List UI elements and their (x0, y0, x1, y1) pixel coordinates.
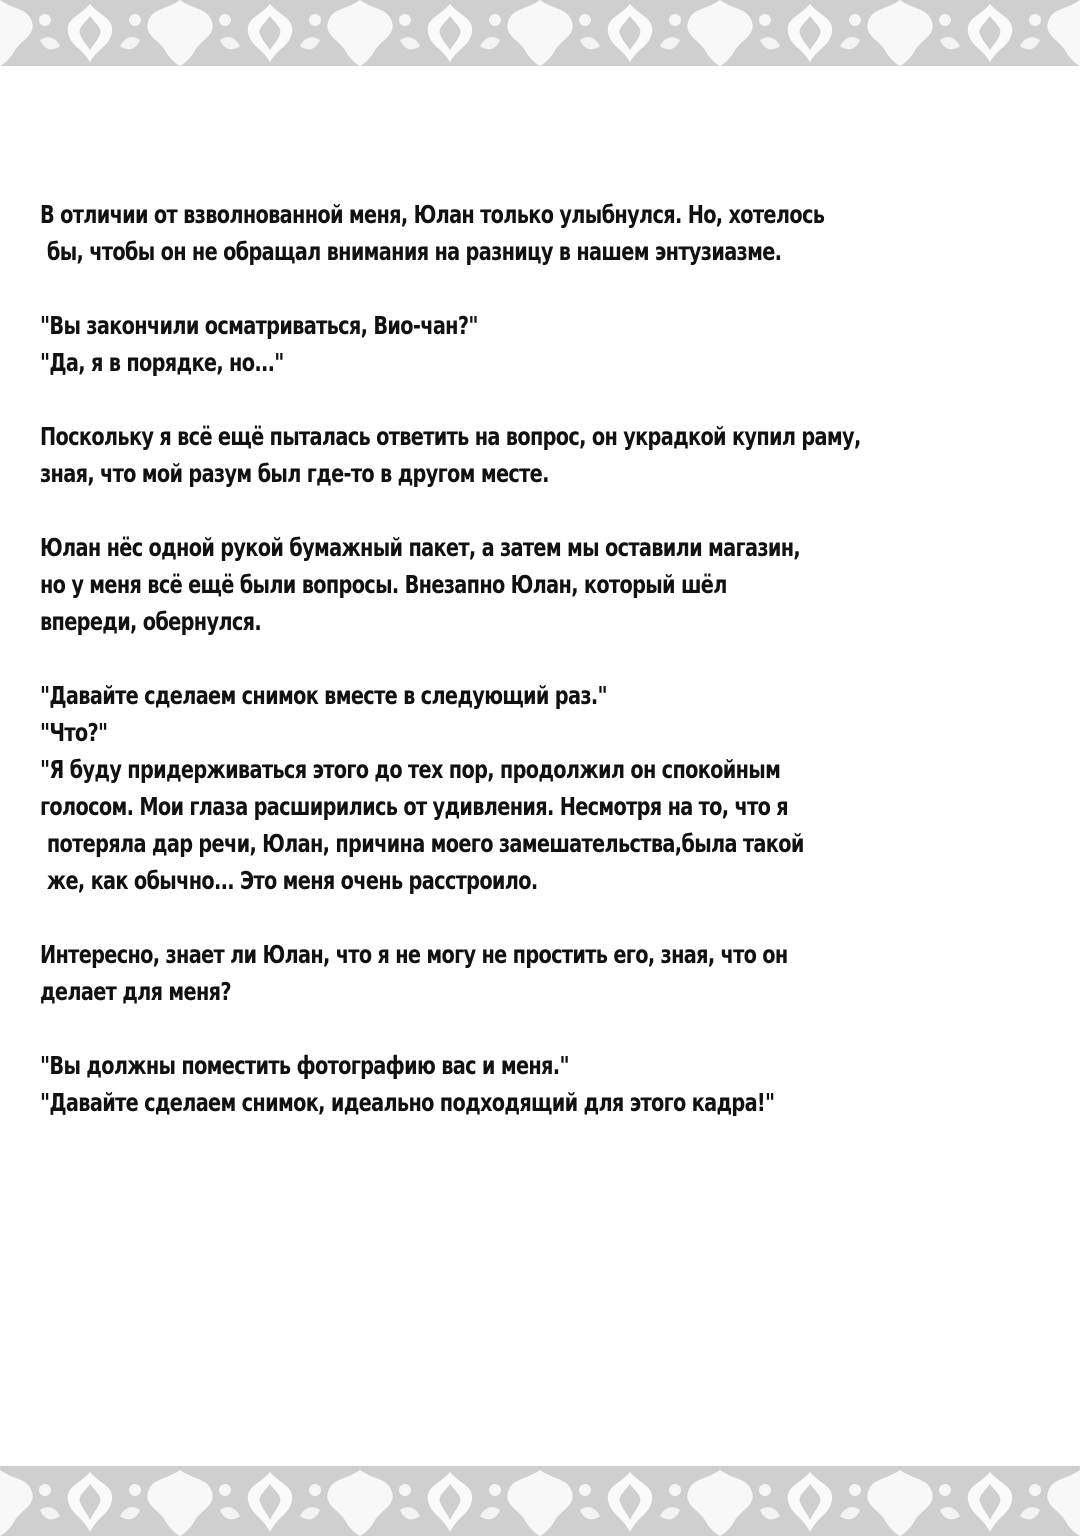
text-line: "Да, я в порядке, но..." (40, 348, 284, 377)
text-line: впереди, обернулся. (40, 607, 262, 636)
text-line: но у меня всё ещё были вопросы. Внезапно Юлан, который шёл (40, 570, 727, 599)
paragraph (40, 1047, 900, 1121)
bottom-damask-border (0, 1466, 1080, 1536)
story-text (40, 196, 900, 1121)
paragraph (40, 307, 900, 381)
text-line: Интересно, знает ли Юлан, что я не могу не простить его, зная, что он (40, 940, 788, 969)
text-line: бы, чтобы он не обращал внимания на разницу в нашем энтузиазме. (46, 237, 782, 266)
text-line: Поскольку я всё ещё пыталась ответить на вопрос, он украдкой купил раму, (40, 422, 861, 451)
text-line: "Давайте сделаем снимок вместе в следующий раз." (40, 681, 607, 710)
text-line: "Давайте сделаем снимок, идеально подходящий для этого кадра!" (40, 1088, 775, 1117)
text-line: "Вы закончили осматриваться, Вио-чан?" (40, 311, 478, 340)
top-damask-border (0, 0, 1080, 66)
damask-ornament-top (0, 0, 1080, 66)
text-line: "Что?" (40, 718, 108, 747)
text-line: зная, что мой разум был где-то в другом месте. (40, 459, 549, 488)
paragraph (40, 677, 900, 899)
text-line: В отличии от взволнованной меня, Юлан только улыбнулся. Но, хотелось (40, 200, 825, 229)
text-line: "Вы должны поместить фотографию вас и меня." (40, 1051, 569, 1080)
text-line: потеряла дар речи, Юлан, причина моего замешательства,была такой (46, 829, 804, 858)
text-line: голосом. Мои глаза расширились от удивления. Несмотря на то, что я (40, 792, 788, 821)
text-line: Юлан нёс одной рукой бумажный пакет, а затем мы оставили магазин, (40, 533, 801, 562)
paragraph (40, 196, 900, 270)
text-line: "Я буду придерживаться этого до тех пор, продолжил он спокойным (40, 755, 781, 784)
paragraph (40, 418, 900, 492)
text-line: делает для меня? (40, 977, 231, 1006)
text-line: же, как обычно... Это меня очень расстроило. (46, 866, 538, 895)
paragraph (40, 936, 900, 1010)
paragraph (40, 529, 900, 640)
damask-ornament-bottom (0, 1466, 1080, 1536)
